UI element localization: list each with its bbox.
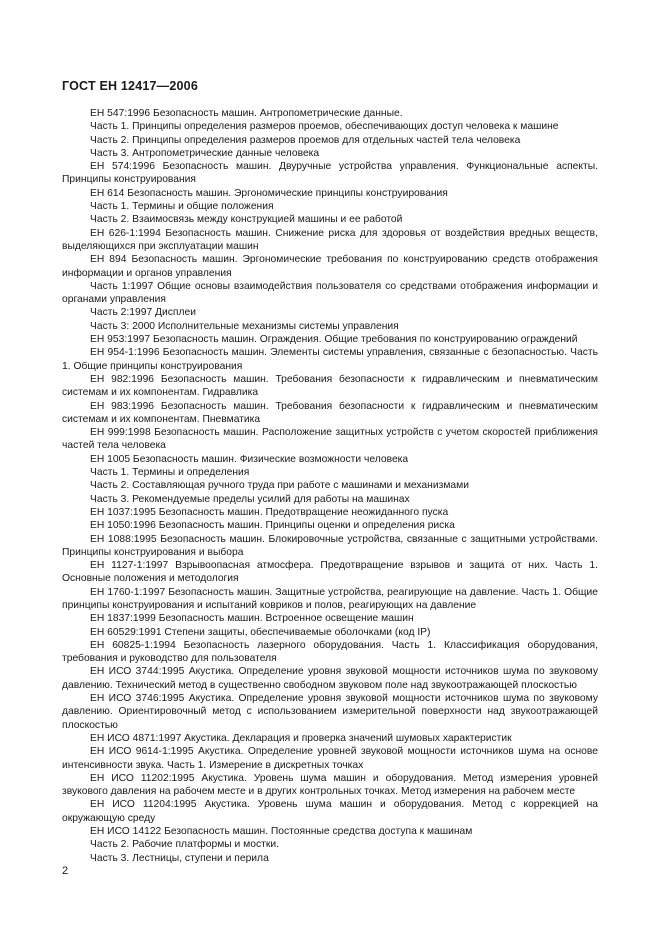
reference-paragraph: ЕН 1050:1996 Безопасность машин. Принципы оценки и определения риска <box>90 520 455 532</box>
page-number: 2 <box>62 865 69 877</box>
reference-paragraph: ЕН 1088:1995 Безопасность машин. Блокировочные устройства, связанные с защитными устройствами. Принципы конструирования и выбора <box>62 533 598 558</box>
reference-paragraph: ЕН 999:1998 Безопасность машин. Расположение защитных устройств с учетом скоростей приближения частей тела человека <box>62 427 598 452</box>
document-body <box>62 107 598 865</box>
reference-paragraph: Часть 2. Составляющая ручного труда при работе с машинами и механизмами <box>90 480 469 492</box>
reference-paragraph: ЕН 626-1:1994 Безопасность машин. Снижение риска для здоровья от воздействия вредных веществ, выделяющихся при эксплуатации машин <box>62 227 598 252</box>
reference-paragraph: ЕН 547:1996 Безопасность машин. Антропометрические данные. <box>90 108 403 119</box>
reference-paragraph: ЕН 1127-1:1997 Взрывоопасная атмосфера. Предотвращение взрывов и защита от них. Часть 1. Основные положения и методология <box>62 560 598 585</box>
reference-paragraph: Часть 3. Лестницы, ступени и перила <box>90 852 269 864</box>
reference-paragraph: Часть 2. Взаимосвязь между конструкцией машины и ее работой <box>90 214 403 226</box>
reference-paragraph: ЕН ИСО 11202:1995 Акустика. Уровень шума машин и оборудования. Метод измерения уровней звукового давления на рабочем месте и в других контрольных точках. Метод измерения на рабочем месте <box>62 772 598 798</box>
document-header: ГОСТ ЕН 12417—2006 <box>62 79 198 93</box>
reference-paragraph: ЕН 1037:1995 Безопасность машин. Предотвращение неожиданного пуска <box>90 506 449 518</box>
reference-paragraph: Часть 2. Принципы определения размеров проемов для отдельных частей тела человека <box>90 134 521 146</box>
reference-paragraph: ЕН ИСО 3744:1995 Акустика. Определение уровня звуковой мощности источников шума по звуковому давлению. Технический метод в существенно свободном звуковом поле над звукоотражающей плоскостью <box>62 666 598 691</box>
reference-paragraph: ЕН ИСО 14122 Безопасность машин. Постоянные средства доступа к машинам <box>90 826 473 838</box>
reference-paragraph: ЕН ИСО 9614-1:1995 Акустика. Определение уровней звуковой мощности источников шума на основе интенсивности звука. Часть 1. Измерение в дискретных точках <box>62 746 598 771</box>
reference-paragraph: ЕН ИСО 4871:1997 Акустика. Декларация и проверка значений шумовых характеристик <box>90 732 512 744</box>
reference-paragraph: Часть 1. Термины и определения <box>90 467 250 479</box>
reference-paragraph: ЕН 954-1:1996 Безопасность машин. Элементы системы управления, связанные с безопасностью. Часть 1. Общие принципы конструирования <box>62 347 598 372</box>
reference-paragraph: ЕН 953:1997 Безопасность машин. Ограждения. Общие требования по конструированию ограждений <box>90 334 578 346</box>
reference-paragraph: Часть 1. Термины и общие положения <box>90 201 274 213</box>
reference-paragraph: ЕН 1760-1:1997 Безопасность машин. Защитные устройства, реагирующие на давление. Часть 1. Общие принципы конструирования и испытаний ковриков и полов, реагирующих на давление <box>62 586 598 611</box>
reference-paragraph: Часть 3: 2000 Исполнительные механизмы системы управления <box>90 320 399 332</box>
reference-paragraph: Часть 2. Рабочие платформы и мостки. <box>90 839 279 851</box>
reference-paragraph: Часть 3. Антропометрические данные человека <box>90 147 320 159</box>
reference-paragraph: ЕН 574:1996 Безопасность машин. Двуручные устройства управления. Функциональные аспекты. Принципы конструирования <box>62 161 598 186</box>
reference-paragraph: Часть 2:1997 Дисплеи <box>90 307 196 319</box>
reference-paragraph: Часть 1. Принципы определения размеров проемов, обеспечивающих доступ человека к машине <box>90 121 559 133</box>
reference-paragraph: ЕН 1005 Безопасность машин. Физические возможности человека <box>90 453 409 465</box>
reference-paragraph: ЕН 1837:1999 Безопасность машин. Встроенное освещение машин <box>90 613 414 625</box>
reference-paragraph: ЕН 60529:1991 Степени защиты, обеспечиваемые оболочками (код IP) <box>90 626 431 638</box>
reference-paragraph: ЕН 982:1996 Безопасность машин. Требования безопасности к гидравлическим и пневматическим системам и их компонентам. Гидравлика <box>62 373 598 399</box>
reference-paragraph: Часть 3. Рекомендуемые пределы усилий для работы на машинах <box>90 493 410 505</box>
reference-paragraph: ЕН 614 Безопасность машин. Эргономические принципы конструирования <box>90 187 448 199</box>
reference-paragraph: ЕН 983:1996 Безопасность машин. Требования безопасности к гидравлическим и пневматическим системам и их компонентам. Пневматика <box>62 400 598 425</box>
reference-paragraph: ЕН 894 Безопасность машин. Эргономические требования по конструированию средств отображения информации и органов управления <box>62 254 598 279</box>
reference-paragraph: ЕН ИСО 11204:1995 Акустика. Уровень шума машин и оборудования. Метод с коррекцией на окружающую среду <box>62 799 598 824</box>
reference-paragraph: ЕН 60825-1:1994 Безопасность лазерного оборудования. Часть 1. Классификация оборудования, требования и руководство для пользователя <box>62 639 598 665</box>
reference-paragraph: ЕН ИСО 3746:1995 Акустика. Определение уровня звуковой мощности источников шума по звуковому давлению. Ориентировочный метод с использованием измерительной поверхности над звукоотражающей плоскостью <box>62 693 598 731</box>
reference-paragraph: Часть 1:1997 Общие основы взаимодействия пользователя со средствами отображения информации и органами управления <box>62 280 598 306</box>
